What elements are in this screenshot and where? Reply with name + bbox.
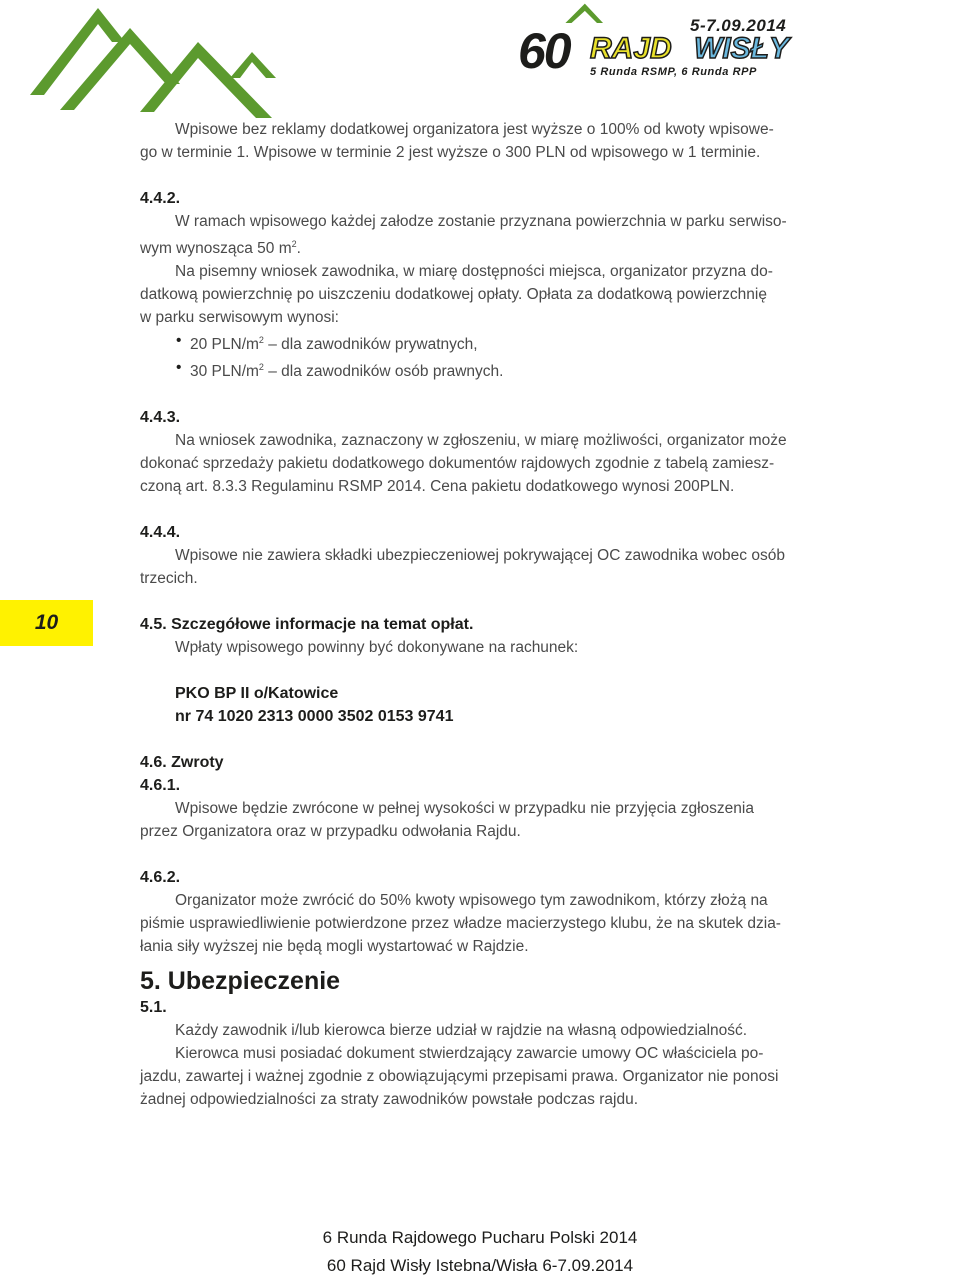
section-heading: 4.4.3. (140, 409, 181, 426)
footer-line-2: 60 Rajd Wisły Istebna/Wisła 6-7.09.2014 (326, 1256, 634, 1275)
chapter-heading: 5. Ubezpieczenie (140, 967, 341, 995)
section-heading: 4.6. Zwroty (140, 754, 224, 771)
logo-number: 60 (518, 23, 570, 79)
list-item: • 20 PLN/$m^2$ – dla zawodników prywatnych, (176, 329, 820, 356)
section-heading: 4.4.2. (140, 190, 181, 207)
section-heading: 4.6.1. (140, 777, 181, 794)
bank-name: PKO BP II o/Katowice (175, 685, 339, 702)
paragraph: Na wniosek zawodnika, zaznaczony w zgłoszeniu, w miarę możliwości, organizator może dokonać sprzedaży pakietu dodatkowego dokumentów rajdowych zgodnie z tabelą zamiesz- czoną art. 8.3.3 Regulaminu RSMP 2014. Cena pakietu dodatkowego wynosi 200PLN. (140, 432, 787, 495)
paragraph: Wpłaty wpisowego powinny być dokonywane na rachunek: (175, 639, 579, 656)
paragraph: Wpisowe bez reklamy dodatkowej organizatora jest wyższe o 100% od kwoty wpisowe- go w terminie 1. Wpisowe w terminie 2 jest wyższe o 300 PLN od wpisowego w 1 terminie. (140, 121, 774, 161)
list-item: • 30 PLN/$m^2$ – dla zawodników osób prawnych. (176, 356, 820, 383)
logo-subtitle: 5 Runda RSMP, 6 Runda RPP (590, 66, 757, 78)
event-date: 5-7.09.2014 (690, 16, 787, 35)
paragraph: Na pisemny wniosek zawodnika, w miarę dostępności miejsca, organizator przyzna do- datkową powierzchnię po uiszczeniu dodatkowej opłaty. Opłata za dodatkową powierzchnię w parku serwisowym wynosi: (140, 263, 773, 326)
paragraph: Wpisowe nie zawiera składki ubezpieczeniowej pokrywającej OC zawodnika wobec osób trzecich. (140, 547, 785, 587)
document-body (140, 118, 820, 1111)
footer-line-1: 6 Runda Rajdowego Pucharu Polski 2014 (322, 1228, 638, 1247)
section-heading: 5.1. (140, 999, 167, 1016)
fee-list (140, 329, 820, 383)
section-heading: 4.5. Szczegółowe informacje na temat opłat. (140, 616, 474, 633)
section-heading: 4.6.2. (140, 869, 181, 886)
page-number: 10 (34, 611, 59, 634)
page-number-badge (0, 600, 93, 646)
paragraph: W ramach wpisowego każdej załodze zostanie przyznana powierzchnia w parku serwiso- wym wynosząca 50 $m^2$. (140, 213, 787, 257)
logo-rajd: RAJD (590, 32, 672, 65)
bank-account: nr 74 1020 2313 0000 3502 0153 9741 (175, 708, 454, 725)
paragraph: Organizator może zwrócić do 50% kwoty wpisowego tym zawodnikom, którzy złożą na piśmie usprawiedliwienie potwierdzone przez władze macierzystego klubu, że na skutek dzia- łania siły wyższej nie będą mogli wystartować w Rajdzie. (140, 892, 781, 955)
paragraph: Wpisowe będzie zwrócone w pełnej wysokości w przypadku nie przyjęcia zgłoszenia przez Organizatora oraz w przypadku odwołania Rajdu. (140, 800, 754, 840)
paragraph: Każdy zawodnik i/lub kierowca bierze udział w rajdzie na własną odpowiedzialność. (175, 1022, 748, 1039)
section-heading: 4.4.4. (140, 524, 181, 541)
mountains-logo-icon (30, 0, 280, 118)
logo-wisly: WISŁY (694, 32, 789, 65)
paragraph: Kierowca musi posiadać dokument stwierdzający zawarcie umowy OC właściciela po- jazdu, zawartej i ważnej zgodnie z obowiązującymi przepisami prawa. Organizator nie ponosi żadnej odpowiedzialności za straty zawodników powstałe podczas rajdu. (140, 1045, 779, 1108)
